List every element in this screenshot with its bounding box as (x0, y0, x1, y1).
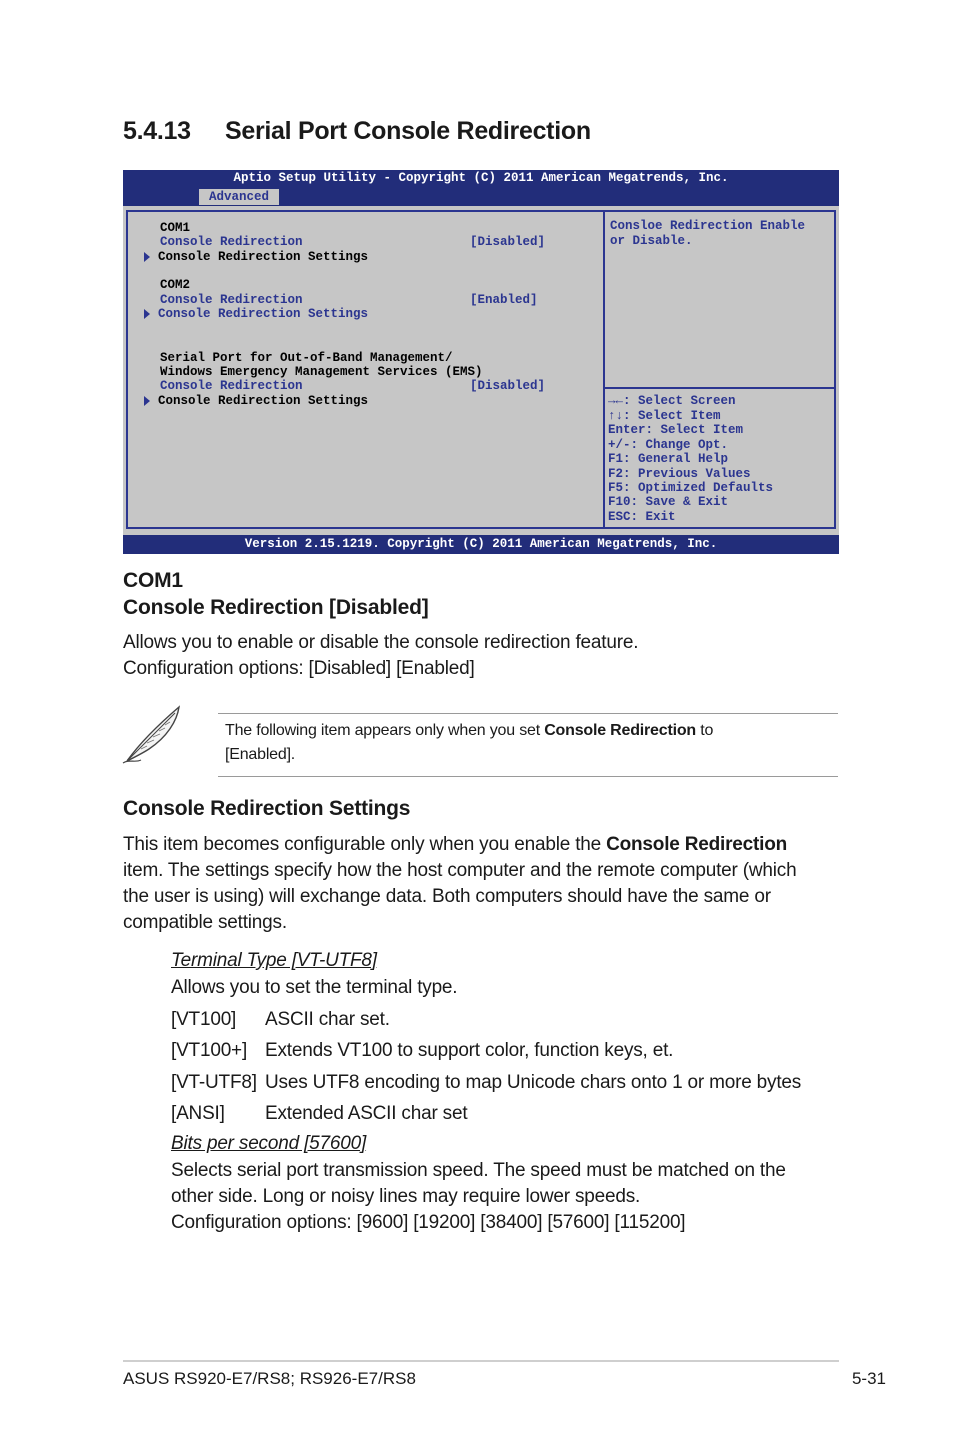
bits-desc-line2: other side. Long or noisy lines may require lower speeds. (171, 1186, 641, 1207)
terminal-option-desc: Uses UTF8 encoding to map Unicode chars onto 1 or more bytes (265, 1072, 802, 1093)
key-select-screen: →←: Select Screen (608, 394, 736, 408)
settings-para-line3: the user is using) will exchange data. Both computers should have the same or (123, 886, 771, 907)
com2-console-redirection-settings[interactable]: Console Redirection Settings (158, 307, 369, 321)
key-esc-exit: ESC: Exit (608, 510, 676, 524)
com2-console-redirection-value[interactable]: [Enabled] (470, 293, 538, 307)
ems-label-line2: Windows Emergency Management Services (EMS) (160, 365, 483, 379)
note-text-pre: The following item appears only when you set (225, 722, 545, 739)
ems-console-redirection[interactable]: Console Redirection (160, 379, 303, 393)
com1-console-redirection-value[interactable]: [Disabled] (470, 235, 546, 249)
com1-console-redirection-settings[interactable]: Console Redirection Settings (158, 250, 369, 264)
bits-per-second-title: Bits per second [57600] (171, 1133, 367, 1154)
terminal-option-desc: ASCII char set. (265, 1009, 390, 1030)
bios-footer: Version 2.15.1219. Copyright (C) 2011 American Megatrends, Inc. (123, 535, 839, 554)
com1-heading: COM1 (123, 569, 183, 592)
settings-para-line4: compatible settings. (123, 912, 287, 933)
key-save-exit: F10: Save & Exit (608, 495, 729, 509)
key-previous-values: F2: Previous Values (608, 467, 751, 481)
note-text (225, 719, 713, 767)
bios-screenshot (123, 170, 839, 554)
terminal-option-key: [VT-UTF8] (171, 1072, 257, 1093)
bits-desc-line3: Configuration options: [9600] [19200] [38400] [57600] [115200] (171, 1212, 686, 1233)
com2-console-redirection[interactable]: Console Redirection (160, 293, 303, 307)
com1-label: COM1 (160, 221, 191, 235)
settings-para-pre: This item becomes configurable only when you enable the (123, 834, 607, 855)
submenu-arrow-icon (144, 309, 150, 319)
feather-pen-icon (121, 703, 187, 765)
com1-console-redirection[interactable]: Console Redirection (160, 235, 303, 249)
terminal-type-desc: Allows you to set the terminal type. (171, 977, 458, 998)
key-general-help: F1: General Help (608, 452, 729, 466)
key-optimized-defaults: F5: Optimized Defaults (608, 481, 774, 495)
ems-console-redirection-value[interactable]: [Disabled] (470, 379, 546, 393)
footer-page-number: 5-31 (851, 1369, 886, 1388)
note-text-line2: [Enabled]. (225, 746, 296, 763)
bios-title: Aptio Setup Utility - Copyright (C) 2011 American Megatrends, Inc. (233, 171, 729, 185)
help-text-line1: Consloe Redirection Enable (610, 219, 806, 233)
footer-product: ASUS RS920-E7/RS8; RS926-E7/RS8 (123, 1369, 416, 1388)
settings-heading: Console Redirection Settings (123, 797, 411, 820)
terminal-option-key: [VT100] (171, 1009, 237, 1030)
ems-console-redirection-settings[interactable]: Console Redirection Settings (158, 394, 369, 408)
key-select-item-arrows: ↑↓: Select Item (608, 409, 721, 423)
note-rule-top (218, 713, 838, 714)
submenu-arrow-icon (144, 252, 150, 262)
bios-divider-horizontal (605, 387, 836, 389)
section-number: 5.4.13 (123, 117, 191, 145)
terminal-option-key: [ANSI] (171, 1103, 225, 1124)
section-title-text: Serial Port Console Redirection (225, 117, 591, 145)
note-text-bold: Console Redirection (544, 722, 696, 739)
note-text-post: to (695, 722, 714, 739)
com1-desc-line1: Allows you to enable or disable the console redirection feature. (123, 632, 639, 653)
tab-advanced[interactable]: Advanced (199, 189, 279, 205)
bios-divider-vertical (603, 210, 605, 529)
terminal-option-desc: Extends VT100 to support color, function keys, et. (265, 1040, 674, 1061)
submenu-arrow-icon (144, 396, 150, 406)
help-text-line2: or Disable. (610, 234, 693, 248)
note-rule-bottom (218, 776, 838, 777)
terminal-option-desc: Extended ASCII char set (265, 1103, 468, 1124)
settings-para-line1 (123, 832, 787, 858)
key-change-opt: +/-: Change Opt. (608, 438, 729, 452)
com2-label: COM2 (160, 278, 191, 292)
settings-para-line2: item. The settings specify how the host computer and the remote computer (which (123, 860, 797, 881)
section-title (123, 117, 591, 146)
ems-label-line1: Serial Port for Out-of-Band Management/ (160, 351, 453, 365)
terminal-type-title: Terminal Type [VT-UTF8] (171, 950, 377, 971)
settings-para-bold: Console Redirection (606, 834, 788, 855)
key-enter-select: Enter: Select Item (608, 423, 744, 437)
terminal-option-key: [VT100+] (171, 1040, 248, 1061)
footer-rule (123, 1360, 839, 1362)
bits-desc-line1: Selects serial port transmission speed. The speed must be matched on the (171, 1160, 786, 1181)
com1-redirection-heading: Console Redirection [Disabled] (123, 596, 429, 619)
com1-desc-line2: Configuration options: [Disabled] [Enabled] (123, 658, 475, 679)
